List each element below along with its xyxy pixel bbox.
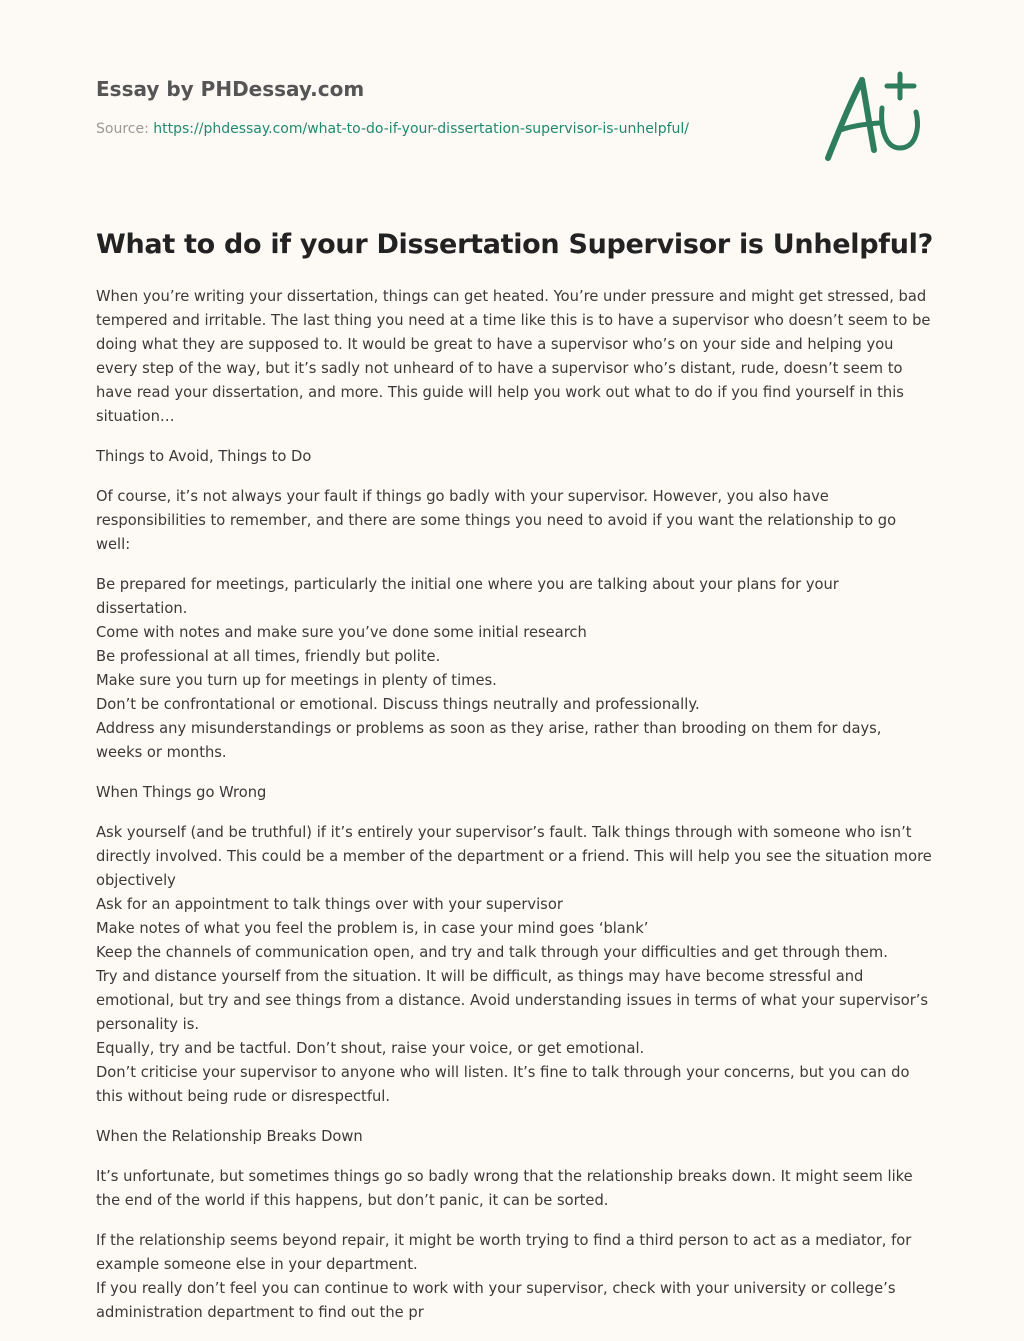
article-title: What to do if your Dissertation Supervisor is Unhelpful? <box>96 229 933 260</box>
section-intro-avoid-do: Of course, it’s not always your fault if things go badly with your supervisor. However, you also have responsibilities to remember, and there are some things you need to avoid if you want the relationship to go well: <box>96 488 897 553</box>
source-line <box>96 119 796 139</box>
wrong-line: Make notes of what you feel the problem is, in case your mind goes ‘blank’ <box>96 920 649 937</box>
section-heading-breaks-down: When the Relationship Breaks Down <box>96 1128 363 1145</box>
breakdown-line: If the relationship seems beyond repair, it might be worth trying to find a third person to act as a mediator, for example someone else in your department. <box>96 1232 912 1273</box>
article-body <box>96 285 932 1341</box>
essay-header <box>96 75 796 139</box>
intro-paragraph: When you’re writing your dissertation, things can get heated. You’re under pressure and might get stressed, bad tempered and irritable. The last thing you need at a time like this is to have a supervisor who doesn’t seem to be doing what they are supposed to. It would be great to have a supervisor who’s on your side and helping you every step of the way, but it’s sadly not unheard of to have a supervisor who’s distant, rude, doesn’t seem to have read your dissertation, and more. This guide will help you work out what to do if you find yourself in this situation… <box>96 288 931 425</box>
tip-line: Make sure you turn up for meetings in plenty of times. <box>96 672 497 689</box>
tip-line: Address any misunderstandings or problems as soon as they arise, rather than brooding on them for days, weeks or months. <box>96 720 882 761</box>
wrong-line: Keep the channels of communication open, and try and talk through your difficulties and get through them. <box>96 944 888 961</box>
tip-line: Be professional at all times, friendly but polite. <box>96 648 441 665</box>
wrong-list <box>96 821 932 1109</box>
section-heading-things-wrong: When Things go Wrong <box>96 784 267 801</box>
wrong-line: Equally, try and be tactful. Don’t shout, raise your voice, or get emotional. <box>96 1040 645 1057</box>
a-plus-logo-icon <box>820 68 930 168</box>
source-link[interactable]: https://phdessay.com/what-to-do-if-your-dissertation-supervisor-is-unhelpful/ <box>153 121 689 137</box>
source-label: Source: <box>96 121 149 137</box>
tip-line: Be prepared for meetings, particularly the initial one where you are talking about your plans for your dissertation. <box>96 576 839 617</box>
wrong-line: Try and distance yourself from the situation. It will be difficult, as things may have become stressful and emotional, but try and see things from a distance. Avoid understanding issues in terms of what your supervisor’s personality is. <box>96 968 929 1033</box>
breakdown-line: If you really don’t feel you can continue to work with your supervisor, check with your university or college’s administration department to find out the pr <box>96 1280 896 1321</box>
wrong-line: Don’t criticise your supervisor to anyone who will listen. It’s fine to talk through your concerns, but you can do this without being rude or disrespectful. <box>96 1064 910 1105</box>
tip-line: Come with notes and make sure you’ve done some initial research <box>96 624 587 641</box>
tip-line: Don’t be confrontational or emotional. Discuss things neutrally and professionally. <box>96 696 700 713</box>
tips-list <box>96 573 932 765</box>
wrong-line: Ask yourself (and be truthful) if it’s entirely your supervisor’s fault. Talk things through with someone who isn’t directly involved. This could be a member of the department or a friend. This will help you see the situation more objectively <box>96 824 932 889</box>
section-heading-avoid-do: Things to Avoid, Things to Do <box>96 448 312 465</box>
section-intro-breaks-down: It’s unfortunate, but sometimes things go so badly wrong that the relationship breaks down. It might seem like the end of the world if this happens, but don’t panic, it can be sorted. <box>96 1168 913 1209</box>
wrong-line: Ask for an appointment to talk things over with your supervisor <box>96 896 563 913</box>
breakdown-list <box>96 1229 932 1325</box>
brand-title: Essay by PHDessay.com <box>96 77 365 101</box>
